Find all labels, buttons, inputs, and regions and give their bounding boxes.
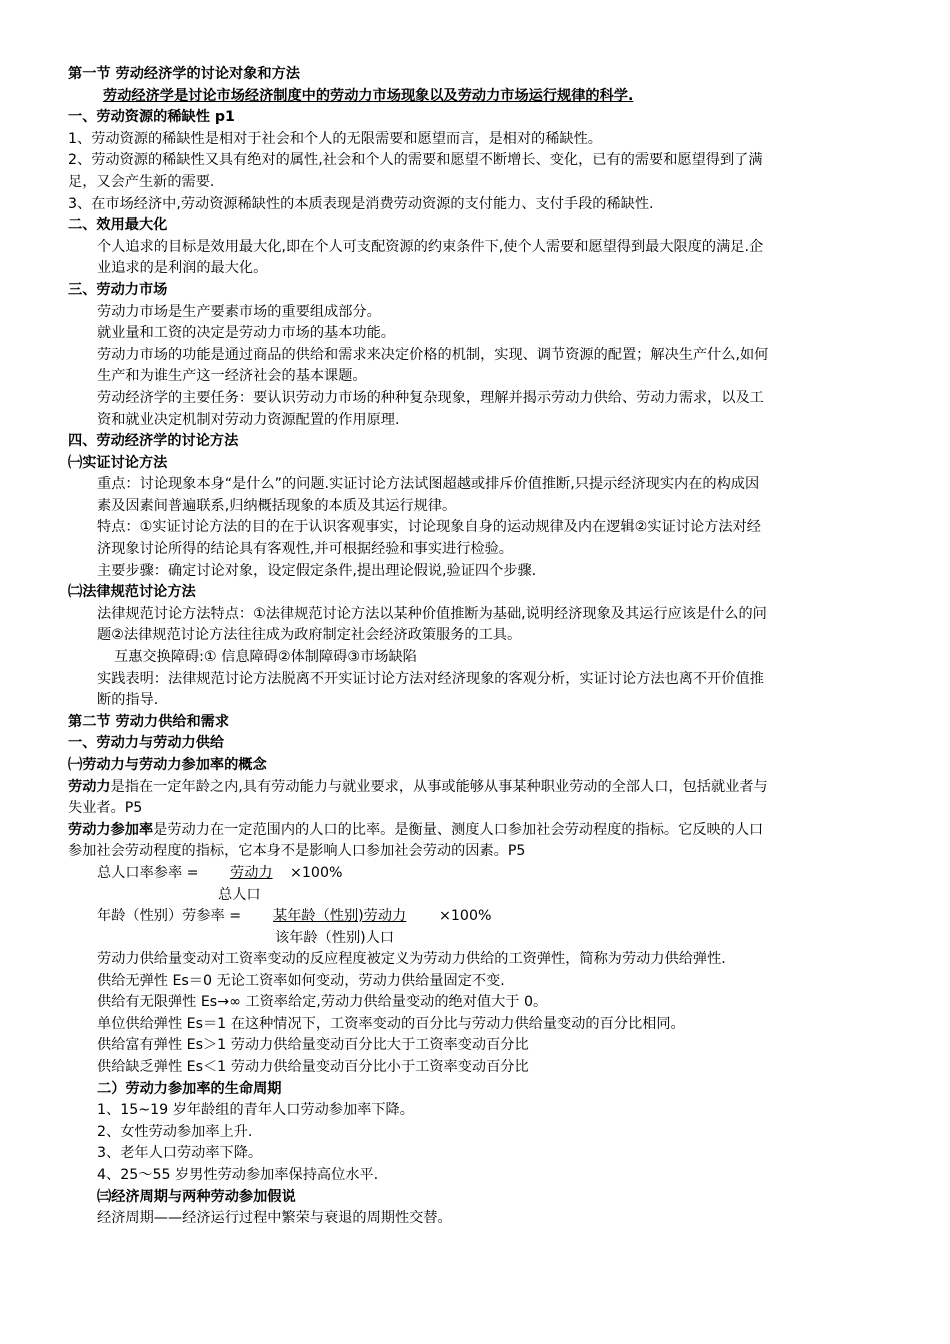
life-cycle-item: 4、25～55 岁男性劳动参加率保持高位水平. bbox=[97, 1166, 379, 1183]
formula-label: 年龄（性别）劳参率 = bbox=[97, 907, 242, 924]
positive-text: 重点：讨论现象本身“是什么”的问题.实证讨论方法试图超越或排斥价值推断,只提示经济现实内在的构成因 bbox=[97, 476, 760, 493]
elasticity-text: 劳动力供给量变动对工资率变动的反应程度被定义为劳动力供给的工资弹性，简称为劳动力供给弹性. bbox=[97, 950, 726, 967]
formula-numerator: 劳动力 bbox=[230, 864, 273, 881]
document-body bbox=[68, 64, 898, 1230]
scarcity-item: 足，又会产生新的需要. bbox=[68, 173, 215, 190]
labor-definition-cont: 失业者。P5 bbox=[68, 800, 143, 817]
practice-text: 实践表明：法律规范讨论方法脱离不开实证讨论方法对经济现象的客观分析，实证讨论方法也离不开价值推 bbox=[97, 670, 764, 687]
scarcity-item: 1、劳动资源的稀缺性是相对于社会和个人的无限需要和愿望而言，是相对的稀缺性。 bbox=[68, 130, 602, 147]
formula-denominator: 该年龄（性别)人口 bbox=[275, 929, 395, 946]
formula-age-rate bbox=[68, 906, 898, 949]
labor-definition: 劳动力是指在一定年龄之内,具有劳动能力与就业要求，从事或能够从事某种职业劳动的全部人口，包括就业者与 bbox=[68, 778, 768, 795]
heading-utility: 二、效用最大化 bbox=[68, 217, 168, 234]
elasticity-text: 供给有无限弹性 Es→∞ 工资率给定,劳动力供给量变动的绝对值大于 0。 bbox=[97, 994, 548, 1011]
heading-economic-cycle: ㈢经济周期与两种劳动参加假说 bbox=[97, 1188, 296, 1205]
scarcity-item: 3、在市场经济中,劳动资源稀缺性的本质表现是消费劳动资源的支付能力、支付手段的稀缺性. bbox=[68, 195, 654, 212]
utility-text: 个人追求的目标是效用最大化,即在个人可支配资源的约束条件下,使个人需要和愿望得到最大限度的满足.企 bbox=[97, 238, 764, 255]
utility-text: 业追求的是利润的最大化。 bbox=[97, 260, 268, 277]
market-text: 资和就业决定机制对劳动力资源配置的作用原理. bbox=[97, 411, 400, 428]
economic-cycle-text: 经济周期——经济运行过程中繁荣与衰退的周期性交替。 bbox=[97, 1210, 452, 1227]
practice-text: 断的指导. bbox=[97, 692, 159, 709]
positive-text: 主要步骤：确定讨论对象，设定假定条件,提出理论假说,验证四个步骤. bbox=[97, 562, 537, 579]
normative-text: 题②法律规范讨论方法往往成为政府制定社会经济政策服务的工具。 bbox=[97, 627, 522, 644]
life-cycle-item: 2、女性劳动参加率上升. bbox=[97, 1123, 253, 1140]
market-text: 生产和为谁生产这一经济社会的基本课题。 bbox=[97, 368, 367, 385]
market-text: 劳动力市场是生产要素市场的重要组成部分。 bbox=[97, 303, 381, 320]
normative-text: 法律规范讨论方法特点：①法律规范讨论方法以某种价值推断为基础,说明经济现象及其运行应该是什么的问 bbox=[97, 605, 767, 622]
positive-text: 素及因素间普遍联系,归纳概括现象的本质及其运行规律。 bbox=[97, 497, 457, 514]
formula-label: 总人口率参率 = bbox=[97, 864, 199, 881]
heading-life-cycle: 二）劳动力参加率的生命周期 bbox=[97, 1080, 282, 1097]
scarcity-item: 2、劳动资源的稀缺性又具有绝对的属性,社会和个人的需要和愿望不断增长、变化，已有的需要和愿望得到了满 bbox=[68, 152, 763, 169]
life-cycle-item: 1、15~19 岁年龄组的青年人口劳动参加率下降。 bbox=[97, 1102, 414, 1119]
heading-positive-method: ㈠实证讨论方法 bbox=[68, 454, 168, 471]
positive-text: 特点：①实证讨论方法的目的在于认识客观事实，讨论现象自身的运动规律及内在逻辑②实证讨论方法对经 bbox=[97, 519, 761, 536]
elasticity-text: 供给富有弹性 Es＞1 劳动力供给量变动百分比大于工资率变动百分比 bbox=[97, 1037, 529, 1054]
heading-scarcity: 一、劳动资源的稀缺性 p1 bbox=[68, 109, 235, 126]
term-participation-rate: 劳动力参加率 bbox=[68, 821, 154, 838]
positive-text: 济现象讨论所得的结论具有客观性,并可根据经验和事实进行检验。 bbox=[97, 541, 513, 558]
heading-labor-supply: 一、劳动力与劳动力供给 bbox=[68, 735, 225, 752]
barrier-text: 互惠交换障碍:① 信息障碍②体制障碍③市场缺陷 bbox=[114, 649, 417, 666]
market-text: 劳动经济学的主要任务：要认识劳动力市场的种种复杂现象，理解并揭示劳动力供给、劳动力需求，以及工 bbox=[97, 389, 764, 406]
formula-denominator: 总人口 bbox=[218, 886, 261, 903]
market-text: 就业量和工资的决定是劳动力市场的基本功能。 bbox=[97, 325, 395, 342]
formula-times: ×100% bbox=[290, 864, 343, 881]
rate-definition-cont: 参加社会劳动程度的指标，它本身不是影响人口参加社会劳动的因素。P5 bbox=[68, 843, 526, 860]
heading-methods: 四、劳动经济学的讨论方法 bbox=[68, 433, 239, 450]
section-title: 第一节 劳动经济学的讨论对象和方法 bbox=[68, 66, 300, 82]
definition-statement: 劳动经济学是讨论市场经济制度中的劳动力市场现象以及劳动力市场运行规律的科学. bbox=[103, 87, 634, 104]
elasticity-text: 供给缺乏弹性 Es＜1 劳动力供给量变动百分比小于工资率变动百分比 bbox=[97, 1058, 529, 1075]
elasticity-text: 供给无弹性 Es＝0 无论工资率如何变动，劳动力供给量固定不变. bbox=[97, 972, 505, 989]
formula-times: ×100% bbox=[439, 907, 492, 924]
section-title: 第二节 劳动力供给和需求 bbox=[68, 713, 230, 730]
formula-total-rate bbox=[68, 863, 898, 906]
formula-numerator: 某年龄（性别)劳动力 bbox=[273, 907, 407, 924]
heading-normative-method: ㈡法律规范讨论方法 bbox=[68, 584, 196, 601]
elasticity-text: 单位供给弹性 Es＝1 在这种情况下，工资率变动的百分比与劳动力供给量变动的百分比相同。 bbox=[97, 1015, 685, 1032]
life-cycle-item: 3、老年人口劳动率下降。 bbox=[97, 1145, 263, 1162]
heading-labor-concept: ㈠劳动力与劳动力参加率的概念 bbox=[68, 757, 267, 773]
term-labor: 劳动力 bbox=[68, 778, 111, 795]
heading-market: 三、劳动力市场 bbox=[68, 281, 168, 298]
market-text: 劳动力市场的功能是通过商品的供给和需求来决定价格的机制，实现、调节资源的配置；解决生产什么,如何 bbox=[97, 346, 769, 363]
rate-definition: 劳动力参加率是劳动力在一定范围内的人口的比率。是衡量、测度人口参加社会劳动程度的指标。它反映的人口 bbox=[68, 821, 764, 838]
